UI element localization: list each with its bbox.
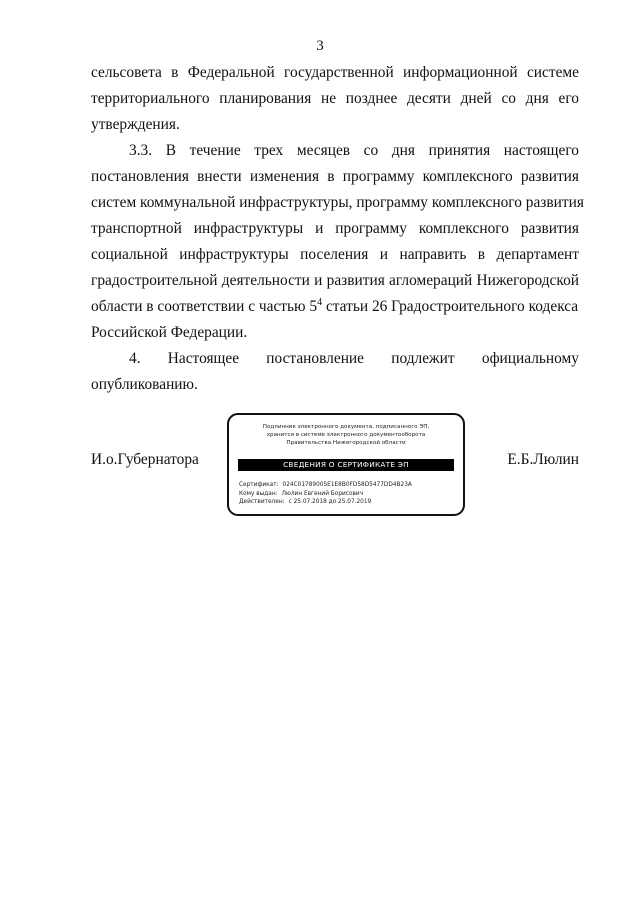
document-body — [91, 60, 584, 398]
paragraph-line: 3.3. В течение трех месяцев со дня принятия настоящего — [129, 142, 579, 159]
page-number: 3 — [316, 38, 324, 54]
paragraph-line: транспортной инфраструктуры и программу комплексного развития — [91, 220, 579, 237]
stamp-details — [239, 481, 412, 507]
paragraph-line: социальной инфраструктуры поселения и направить в департамент — [91, 246, 579, 263]
paragraph-line: систем коммунальной инфраструктуры, программу комплексного развития — [91, 194, 584, 211]
stamp-title-bar: СВЕДЕНИЯ О СЕРТИФИКАТЕ ЭП — [238, 459, 454, 471]
paragraph-line: территориального планирования не позднее десяти дней со дня его — [91, 90, 579, 107]
paragraph-line-with-superscript — [91, 294, 579, 320]
certificate-row — [239, 481, 412, 490]
signatory-name: Е.Б.Люлин — [507, 451, 579, 468]
issued-to-value: Люлин Евгений Борисович — [281, 490, 364, 497]
superscript: 4 — [317, 296, 323, 308]
paragraph-line: сельсовета в Федеральной государственной информационной системе — [91, 64, 579, 81]
stamp-header-line: Подлинник электронного документа, подписанного ЭП, — [262, 424, 430, 430]
electronic-signature-stamp — [227, 413, 465, 516]
certificate-label: Сертификат: — [239, 482, 279, 488]
issued-to-label: Кому выдан: — [239, 490, 278, 497]
validity-row — [239, 498, 412, 507]
paragraph-line: утверждения. — [91, 116, 180, 133]
paragraph-line: градостроительной деятельности и развития агломераций Нижегородской — [91, 272, 579, 289]
certificate-value: 024C01789005E1E8B0FD58D5477DD4B23A — [282, 482, 412, 488]
text-segment: области в соответствии с частью 5 — [91, 298, 318, 315]
text-segment: статьи 26 Градостроительного кодекса — [322, 298, 579, 315]
paragraph-line: опубликованию. — [91, 376, 198, 393]
stamp-header-line: хранится в системе электронного документооборота — [266, 432, 426, 438]
validity-label: Действителен: — [239, 499, 285, 505]
stamp-header-line: Правительства Нижегородской области — [286, 440, 406, 446]
signatory-title: И.о.Губернатора — [91, 451, 199, 468]
paragraph-line: 4. Настоящее постановление подлежит официальному — [129, 350, 579, 367]
paragraph-line: Российской Федерации. — [91, 324, 248, 341]
paragraph-line: постановления внести изменения в программу комплексного развития — [91, 168, 579, 185]
issued-to-row — [239, 490, 412, 499]
validity-value: с 25.07.2018 до 25.07.2019 — [288, 499, 372, 505]
stamp-header — [229, 423, 463, 447]
